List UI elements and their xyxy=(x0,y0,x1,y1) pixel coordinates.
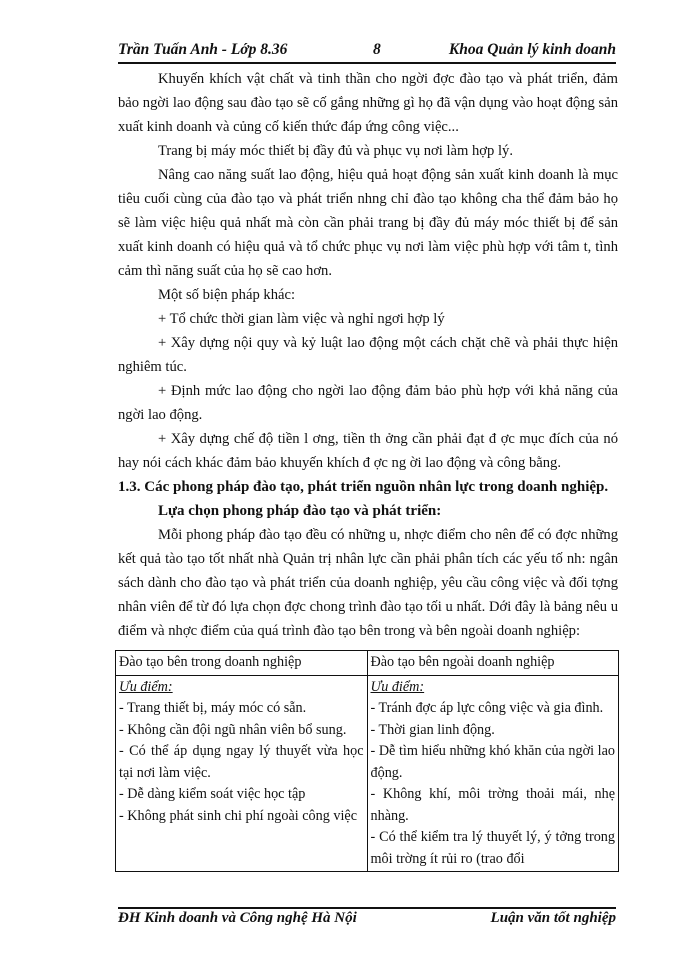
subheading: Lựa chọn phong pháp đào tạo và phát triển: xyxy=(158,503,442,519)
advantages-label: Ưu điểm: xyxy=(370,678,425,695)
bullet-item: + Xây dựng chế độ tiền l ơng, tiền th ởng cần phải đạt đ ợc mục đích của nó hay nói cách khác đảm bảo khuyến khích đ ợc ng ời lao động và công bằng. xyxy=(118,431,618,471)
list-item: - Không cần đội ngũ nhân viên bổ sung. xyxy=(119,721,347,738)
footer-university: ĐH Kinh doanh và Công nghệ Hà Nội xyxy=(118,910,357,926)
bullet-item: + Định mức lao động cho ngời lao động đảm bảo phù hợp với khả năng của ngời lao động. xyxy=(118,383,618,423)
list-item: - Có thể kiểm tra lý thuyết lý, ý tởng trong môi trờng ít rủi ro (trao đổi xyxy=(370,829,615,867)
footer-thesis-label: Luận văn tốt nghiệp xyxy=(490,910,616,926)
paragraph: Một số biện pháp khác: xyxy=(158,287,295,303)
internal-training-cell xyxy=(116,675,368,872)
paragraph: Khuyến khích vật chất và tinh thần cho ngời đợc đào tạo và phát triển, đảm bảo ngời lao động sau đào tạo sẽ cố gắng những gì họ đã vận dụng vào hoạt động sản xuất kinh doanh và củng cố kiến thức đáp ứng công việc... xyxy=(118,71,618,135)
list-item: - Có thể áp dụng ngay lý thuyết vừa học tại nơi làm việc. xyxy=(119,743,364,781)
list-item: - Dễ tìm hiểu những khó khăn của ngời lao động. xyxy=(370,743,615,781)
footer-divider xyxy=(118,907,616,909)
table-row xyxy=(116,675,619,872)
table-header-row xyxy=(116,651,619,676)
header-author-class: Trần Tuấn Anh - Lớp 8.36 xyxy=(118,41,288,58)
header-page-number: 8 xyxy=(373,41,381,58)
section-heading: 1.3. Các phong pháp đào tạo, phát triển nguồn nhân lực trong doanh nghiệp. xyxy=(118,479,609,495)
bullet-item: + Tổ chức thời gian làm việc và nghỉ ngơi hợp lý xyxy=(158,311,445,327)
intro-paragraph: Mỗi phong pháp đào tạo đều có những u, nhợc điểm cho nên để có đợc những kết quả tào tạo tốt nhất nhà Quản trị nhân lực cần phải phân tích các yếu tố nh: ngân sách dành cho đào tạo và phát triển của doanh nghiệp, yêu cầu công việc và đối tợng nhân viên để từ đó lựa chọn đợc chong trình đào tạo tối u nhất. Dới đây là bảng nêu u điểm và nhợc điểm của quá trình đào tạo bên trong và bên ngoài doanh nghiệp: xyxy=(118,527,618,639)
list-item: - Trang thiết bị, máy móc có sẵn. xyxy=(119,700,307,716)
paragraph: Trang bị máy móc thiết bị đầy đủ và phục vụ nơi làm hợp lý. xyxy=(158,143,513,159)
table-header-cell: Đào tạo bên trong doanh nghiệp xyxy=(116,651,368,676)
list-item: - Dễ dàng kiểm soát việc học tập xyxy=(119,786,306,802)
advantages-label: Ưu điểm: xyxy=(119,678,173,695)
list-item: - Không phát sinh chi phí ngoài công việc xyxy=(119,807,357,824)
list-item: - Tránh đợc áp lực công việc và gia đình. xyxy=(370,700,604,716)
page-footer xyxy=(118,910,616,932)
comparison-table xyxy=(115,650,619,872)
list-item: - Không khí, môi trờng thoải mái, nhẹ nhàng. xyxy=(370,786,615,824)
external-training-cell xyxy=(367,675,619,872)
header-divider xyxy=(118,62,616,64)
paragraph: Nâng cao năng suất lao động, hiệu quả hoạt động sản xuất kinh doanh là mục tiêu cuối cùng của đào tạo và phát triển nhng chỉ đào tạo không cha thể đảm bảo họ sẽ làm việc hiệu quả nhất mà còn cần phải trang bị đầy đủ máy móc thiết bị để sản xuất kinh doanh có hiệu quả và tổ chức phục vụ nơi làm việc phù hợp với tâm t, tình cảm thì năng suất của họ sẽ cao hơn. xyxy=(118,167,618,279)
header-faculty: Khoa Quản lý kinh doanh xyxy=(448,41,616,58)
table-header-cell: Đào tạo bên ngoài doanh nghiệp xyxy=(367,651,619,676)
list-item: - Thời gian linh động. xyxy=(370,721,495,738)
bullet-item: + Xây dựng nội quy và kỷ luật lao động một cách chặt chẽ và phải thực hiện nghiêm túc. xyxy=(118,335,618,375)
body-text xyxy=(118,67,618,643)
page-header xyxy=(118,41,616,63)
